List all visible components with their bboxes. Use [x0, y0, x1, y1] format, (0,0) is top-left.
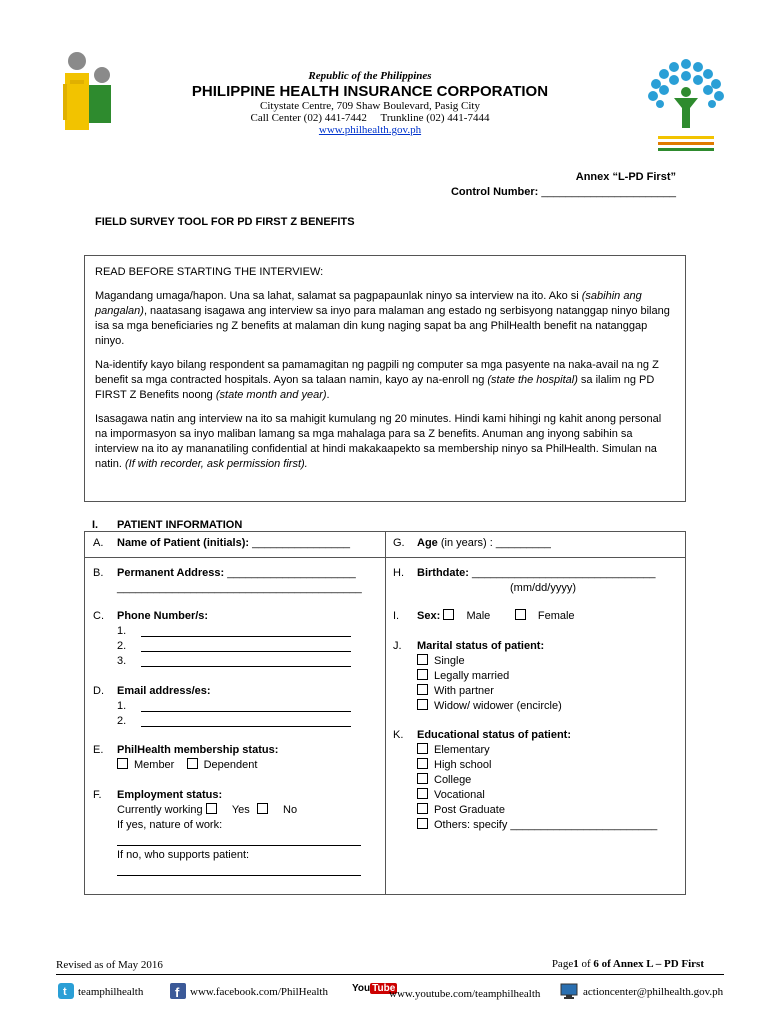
dependent-checkbox[interactable] — [187, 758, 198, 769]
bayan-logo — [644, 58, 728, 158]
intro-paragraph-3: Isasagawa natin ang interview na ito sa mahigit kumulang ng 20 minutes. Hindi kami hihingi ng kahit anong personal na impormasyon sa inyo maliban lamang sa mga mahalaga para sa Z benefits. Anuman ang inyong sabihin sa interview na ito ay mananatiling confidential at hindi makakaapekto sa membership ninyo sa PhilHealth. Simulan na natin. (If with recorder, ask permission first). — [95, 413, 662, 470]
marital-option-partner[interactable]: With partner — [417, 684, 494, 699]
item-letter-c: C. — [93, 610, 104, 622]
svg-text:t: t — [63, 986, 67, 998]
member-checkbox[interactable] — [117, 758, 128, 769]
intro-paragraph-1: Magandang umaga/hapon. Una sa lahat, salamat sa pagpapaunlak ninyo sa interview na ito. Ako si (sabihin ang pangalan), naatasang isagawa ang interview sa inyo para malaman ang estado ng serbisyong natanggap ninyo bilang isa sa mga beneficiaries ng Z benefits at malaman din kung naging sapat ba ang PhilHealth benefit na natanggap ninyo. — [95, 290, 670, 347]
column-divider — [385, 532, 386, 894]
marital-option-married[interactable]: Legally married — [417, 669, 509, 684]
email-num-2: 2. — [117, 715, 127, 727]
sex-field: Sex: Male Female — [417, 610, 575, 622]
footer-divider — [56, 974, 724, 975]
phone-num-3: 3. — [117, 655, 127, 667]
phone-line-3[interactable] — [141, 666, 351, 667]
marital-option-widow[interactable]: Widow/ widower (encircle) — [417, 699, 562, 714]
email-link[interactable]: actioncenter@philhealth.gov.ph — [583, 986, 724, 998]
section-title: PATIENT INFORMATION — [117, 519, 243, 531]
item-letter-d: D. — [93, 685, 104, 697]
trunkline: Trunkline (02) 441-7444 — [380, 112, 490, 124]
education-option-elementary[interactable]: Elementary — [417, 743, 490, 758]
item-letter-f: F. — [93, 789, 102, 801]
male-checkbox[interactable] — [443, 609, 454, 620]
page-number: Page1 of 6 of Annex L – PD First — [551, 958, 704, 970]
facebook-link[interactable]: www.facebook.com/PhilHealth — [190, 986, 328, 998]
phone-line-2[interactable] — [141, 651, 351, 652]
email-label: Email address/es: — [117, 685, 211, 697]
svg-text:f: f — [175, 985, 180, 999]
nature-label: If yes, nature of work: — [117, 819, 223, 831]
corporation-name: PHILIPPINE HEALTH INSURANCE CORPORATION — [191, 83, 549, 100]
call-center: Call Center (02) 441-7442 — [250, 112, 367, 124]
address-field-line2[interactable]: ________________________________________ — [117, 582, 362, 594]
supports-label: If no, who supports patient: — [117, 849, 250, 861]
facebook-icon — [170, 983, 186, 1004]
control-number — [451, 186, 676, 198]
twitter-icon — [58, 983, 74, 1004]
section-number: I. — [92, 519, 99, 531]
address-text: Citystate Centre, 709 Shaw Boulevard, Pasig City — [260, 100, 480, 112]
email-line-1[interactable] — [141, 711, 351, 712]
education-option-highschool[interactable]: High school — [417, 758, 491, 773]
education-option-college[interactable]: College — [417, 773, 471, 788]
intro-box — [84, 255, 686, 502]
birthdate-hint: (mm/dd/yyyy) — [510, 582, 576, 594]
marital-option-single[interactable]: Single — [417, 654, 465, 669]
membership-label: PhilHealth membership status: — [117, 744, 279, 756]
revised-text: Revised as of May 2016 — [56, 959, 163, 971]
item-letter-k: K. — [393, 729, 404, 741]
education-label: Educational status of patient: — [417, 729, 572, 741]
phone-label: Phone Number/s: — [117, 610, 209, 622]
item-letter-h: H. — [393, 567, 404, 579]
intro-heading: READ BEFORE STARTING THE INTERVIEW: — [95, 266, 324, 278]
contact-line — [170, 112, 570, 124]
patient-name-field[interactable]: Name of Patient (initials): ________________ — [117, 537, 350, 549]
republic-text: Republic of the Philippines — [308, 70, 432, 82]
marital-label: Marital status of patient: — [417, 640, 545, 652]
supports-line[interactable] — [117, 875, 361, 876]
item-letter-e: E. — [93, 744, 104, 756]
website-link[interactable]: www.philhealth.gov.ph — [318, 124, 422, 136]
survey-title: FIELD SURVEY TOOL FOR PD FIRST Z BENEFITS — [95, 216, 355, 228]
email-num-1: 1. — [117, 700, 127, 712]
address-field[interactable]: Permanent Address: _____________________ — [117, 567, 356, 579]
computer-icon — [560, 983, 578, 1004]
website-line — [170, 124, 570, 136]
female-checkbox[interactable] — [515, 609, 526, 620]
philhealth-logo — [58, 48, 120, 130]
annex-title: Annex “L-PD First” — [575, 171, 676, 183]
control-blank[interactable]: ______________________ — [541, 186, 676, 198]
education-option-vocational[interactable]: Vocational — [417, 788, 485, 803]
youtube-link[interactable]: www.youtube.com/teamphilhealth — [389, 988, 541, 1000]
education-option-others[interactable]: Others: specify ________________________ — [417, 818, 657, 833]
intro-paragraph-2: Na-identify kayo bilang respondent sa pamamagitan ng pagpili ng computer sa mga pasyente na naka-avail na ng Z benefit sa mga contracted hospitals. Ayon sa talaan namin, kayo ay na-enroll ng (state the hospital) sa ilalim ng PD FIRST Z Benefits noong (state month and year). — [95, 359, 659, 401]
item-letter-i: I. — [393, 610, 400, 622]
item-letter-b: B. — [93, 567, 104, 579]
item-letter-g: G. — [393, 537, 405, 549]
row-divider — [85, 557, 685, 558]
working-options: Currently working Yes No — [117, 804, 298, 816]
phone-num-1: 1. — [117, 625, 127, 637]
control-label: Control Number: — [450, 186, 539, 198]
item-letter-j: J. — [393, 640, 402, 652]
email-line-2[interactable] — [141, 726, 351, 727]
nature-line[interactable] — [117, 845, 361, 846]
age-field[interactable]: Age (in years) : _________ — [417, 537, 551, 549]
phone-line-1[interactable] — [141, 636, 351, 637]
education-option-postgrad[interactable]: Post Graduate — [417, 803, 505, 818]
yes-checkbox[interactable] — [257, 803, 268, 814]
youtube-icon: You Tube — [352, 983, 396, 994]
phone-num-2: 2. — [117, 640, 127, 652]
birthdate-field[interactable]: Birthdate: ______________________________ — [417, 567, 656, 579]
twitter-handle[interactable]: teamphilhealth — [78, 986, 144, 998]
employment-label: Employment status: — [117, 789, 223, 801]
working-checkbox[interactable] — [206, 803, 217, 814]
membership-options: Member Dependent — [117, 758, 257, 773]
item-letter-a: A. — [93, 537, 104, 549]
